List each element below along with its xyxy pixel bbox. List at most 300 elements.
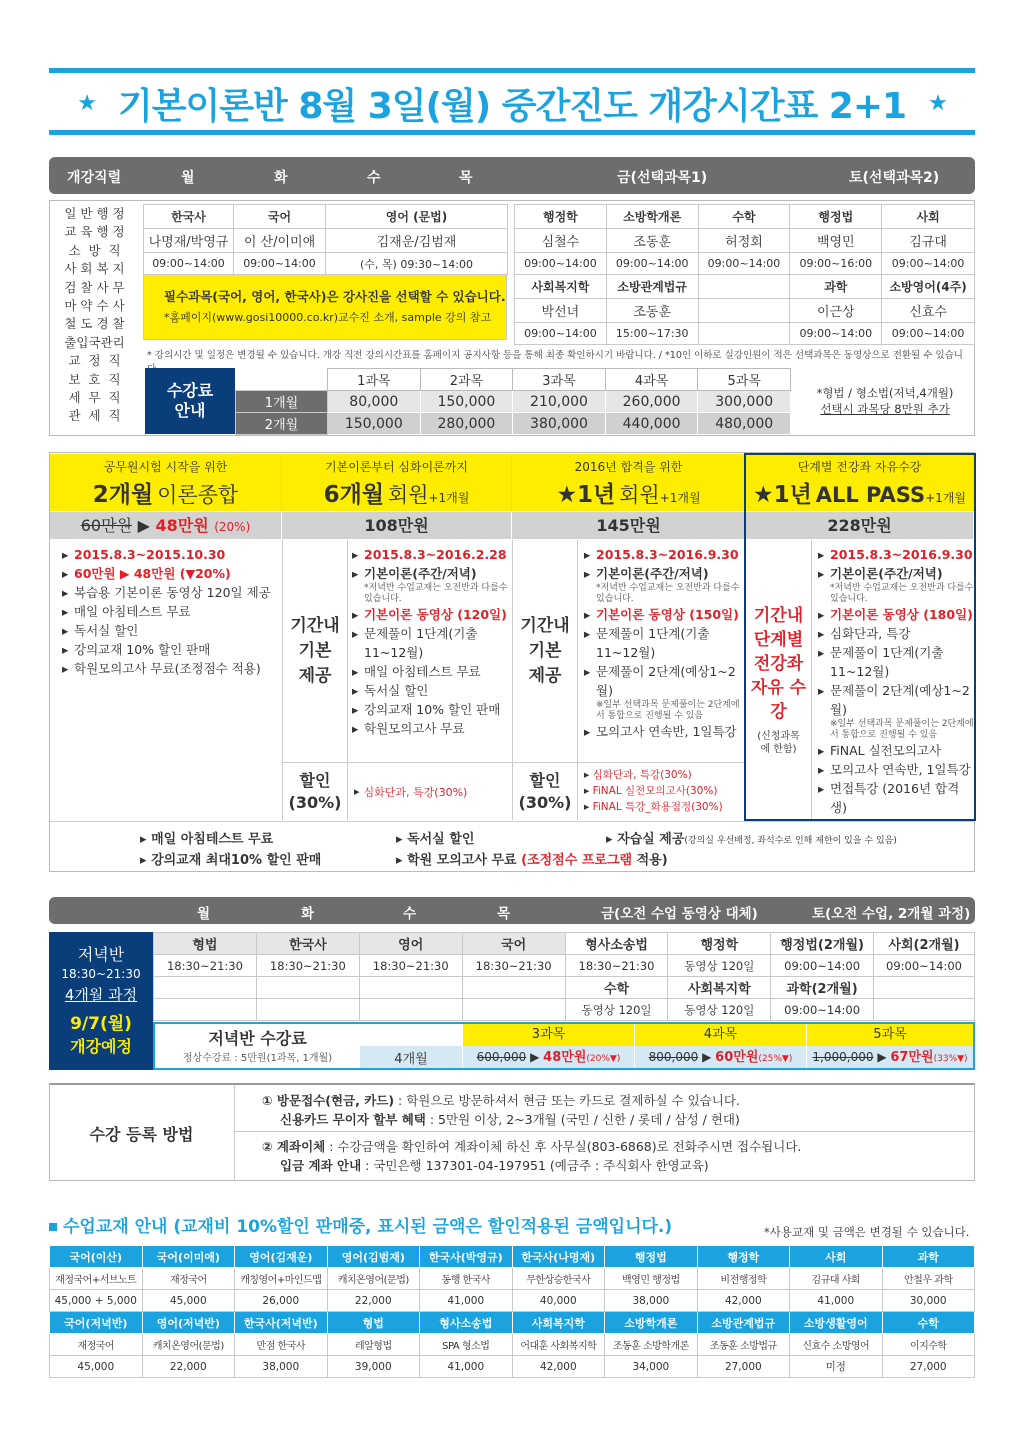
evening-title: 저녁반: [77, 945, 125, 964]
hdr-job: 개강직렬: [67, 170, 122, 186]
job-item: 교 정 직: [68, 353, 121, 369]
book-title: 레알형법: [327, 1334, 419, 1356]
book-price: 38,000: [235, 1356, 328, 1378]
evening-cell: [462, 977, 565, 999]
plan3-discount-label: 할인 (30%): [512, 762, 578, 820]
evening-fee-title: 저녁반 수강료: [208, 1029, 307, 1048]
book-subject: 과학: [882, 1246, 974, 1268]
plan-price: [282, 512, 512, 539]
plan-subtitle: 2016년 합격을 위한: [574, 460, 683, 474]
evening-open-text: 개강예정: [70, 1037, 132, 1056]
book-subject: 국어(이미애): [142, 1246, 234, 1268]
plan-price-value: 145만원: [596, 516, 661, 535]
job-item: 사 회 복 지: [64, 261, 125, 277]
job-item: 관 세 직: [68, 408, 121, 424]
time: 09:00~14:00: [515, 323, 607, 345]
fee-col: 4과목: [605, 369, 698, 391]
plan-item: 복습용 기본이론 동영상 120일 제공: [74, 585, 271, 600]
book-price: 30,000: [882, 1290, 974, 1312]
plan-subtitle: 단계별 전강좌 자유수강: [797, 460, 922, 474]
elective-subject: 수학: [698, 205, 790, 229]
plan-name-rest: 회원: [619, 483, 660, 507]
evening-fee-old: 800,000: [648, 1050, 699, 1064]
fee-note-line2: 선택시 과목당 8만원 추가: [820, 402, 950, 416]
subj-korean-history: 한국사: [144, 205, 234, 229]
book-subject: 수학: [882, 1312, 974, 1334]
teacher: 신효수: [882, 299, 975, 323]
registration-divider: [235, 1131, 975, 1132]
plan-subtitle: 공무원시험 시작을 위한: [103, 460, 228, 474]
book-title: SPA 형소법: [420, 1334, 513, 1356]
benefit-mock-exam-apply: 적용): [636, 853, 668, 868]
benefit-morning-test: 매일 아침테스트 무료: [151, 832, 274, 847]
book-subject: 한국사(나명재): [512, 1246, 605, 1268]
fee-table: [235, 368, 791, 435]
book-title: 캐치온영어(문법): [327, 1268, 419, 1290]
elective-subject: 소방관계법규: [606, 275, 698, 299]
plan1-details: [62, 545, 280, 678]
evening-cell: 행정학: [668, 933, 771, 955]
plan3-discount-item: 심화단과, 특강(30%): [592, 769, 692, 781]
fee-label: 수강료 안내: [145, 368, 235, 434]
book-title: 안철우 과학: [882, 1268, 974, 1290]
subj-korean: 국어: [234, 205, 326, 229]
plan-item: 2015.8.3~2016.9.30: [596, 547, 739, 562]
evening-cell: 18:30~21:30: [462, 955, 565, 977]
book-price: 41,000: [420, 1356, 513, 1378]
plan-name-rest: ALL PASS: [815, 483, 926, 507]
evening-cell: 국어: [462, 933, 565, 955]
book-title: 조동훈 소방학개론: [605, 1334, 698, 1356]
book-price: 38,000: [605, 1290, 698, 1312]
evening-time: 18:30~21:30: [61, 967, 141, 981]
book-subject: 행정학: [697, 1246, 789, 1268]
job-item: 세 무 직: [68, 390, 121, 406]
evening-cell: [874, 999, 975, 1021]
plan-item: 독서실 할인: [364, 683, 429, 698]
plan-item: 기본이론 동영상 (120일): [364, 607, 507, 622]
evening-fee-col: 5과목: [806, 1024, 973, 1046]
evening-cell: [462, 999, 565, 1021]
schedule-notice: * 강의시간 및 일정은 변경될 수 있습니다. 개강 직전 강의시간표를 홈페이지 공지사항 등을 통해 최종 확인하시기 바랍니다. / *10인 이하로 실강인원이 적은 선택과목은 동영상으로 전환될 수 있습니: [147, 350, 963, 361]
teacher: 심철수: [515, 229, 607, 253]
plan-item: 매일 아침테스트 무료: [364, 664, 481, 679]
elective-subject: 행정학: [515, 205, 607, 229]
evening-table: [153, 932, 975, 1021]
plan-name: ★1년: [556, 482, 616, 508]
evening-fee-blank: [360, 1024, 462, 1046]
elective-subject: 소방영어(4주): [882, 275, 975, 299]
fee-note: [796, 385, 974, 417]
hdr-tue: 화: [274, 170, 288, 186]
plan-item: 강의교재 10% 할인 판매: [74, 642, 211, 657]
job-item: 철 도 경 찰: [64, 316, 125, 332]
fee-period: 1개월: [236, 391, 328, 413]
evening-fee-value: [462, 1046, 634, 1068]
time: 09:00~14:00: [515, 253, 607, 275]
plan4-side-note: (신청과목 에 한함): [757, 731, 800, 755]
plan-extra: +1개월: [925, 491, 966, 505]
registration-transfer: [262, 1137, 801, 1175]
time: 09:00~14:00: [606, 253, 698, 275]
book-price: 22,000: [142, 1356, 234, 1378]
hdr-fri: 금(오전 수업 동영상 대체): [601, 906, 758, 922]
plan4-frame: [744, 453, 976, 821]
job-list: [52, 205, 137, 426]
evening-cell: [154, 977, 257, 999]
evening-fee-title-box: [155, 1024, 360, 1068]
evening-open-date: 9/7(월): [70, 1014, 132, 1034]
evening-cell: 영어: [359, 933, 462, 955]
book-price: 45,000 + 5,000: [50, 1290, 143, 1312]
book-price: 41,000: [790, 1290, 882, 1312]
registration-visit: [262, 1091, 740, 1129]
teacher: 김규대: [882, 229, 975, 253]
plan-item: 문제풀이 1단계(기출11~12월): [830, 645, 944, 679]
plan2-discount: ▸ 심화단과, 특강(30%): [348, 762, 512, 820]
evening-cell: 형사소송법: [565, 933, 668, 955]
evening-header: [49, 897, 975, 924]
fee-value: 380,000: [513, 413, 606, 435]
book-title: 캐칭영어+마인드맵: [235, 1268, 328, 1290]
evening-cell: 사회(2개월): [874, 933, 975, 955]
plan3-side: 기간내 기본 제공: [512, 540, 578, 762]
plan-item: 2015.8.3~2016.2.28: [364, 547, 507, 562]
book-title: 동행 한국사: [420, 1268, 513, 1290]
book-title: 만점 한국사: [235, 1334, 328, 1356]
plan-name: ★1년: [753, 482, 812, 508]
title-rule-top: [49, 68, 975, 73]
hdr-wed: 수: [403, 906, 417, 922]
time: 15:00~17:30: [606, 323, 698, 345]
evening-fee-col: 4과목: [634, 1024, 806, 1046]
plan-item: 강의교재 10% 할인 판매: [364, 702, 501, 717]
hdr-wed: 수: [367, 170, 381, 186]
registration-title: 수강 등록 방법: [49, 1085, 235, 1181]
benefits: ▸ 매일 아침테스트 무료 ▸ 독서실 할인 ▸ 자습실 제공(강의실 우선배정, 좌석수로 인해 제한이 있을 수 있음) ▸ 강의교재 최대10% 할인 판매 ▸ 학원 모의고사 무료 (조정점수 프로그램 적용): [50, 821, 974, 871]
hdr-sat: 토(선택과목2): [849, 170, 940, 186]
plan-item: 문제풀이 2단계(예상1~2월): [830, 683, 970, 717]
book-subject: 한국사(저녁반): [235, 1312, 328, 1334]
plan-item: 독서실 할인: [74, 623, 139, 638]
book-subject: 사회복지학: [512, 1312, 605, 1334]
benefit-mock-exam-program: (조정점수 프로그램: [521, 853, 633, 868]
plan-item: 기본이론(주간/저녁): [364, 566, 477, 581]
book-subject: 형사소송법: [420, 1312, 513, 1334]
title-text: 기본이론반 8월 3일(월) 중간진도 개강시간표 2+1: [117, 85, 907, 127]
book-price: 미정: [790, 1356, 882, 1378]
elective-subject: [698, 275, 790, 299]
fee-value: 210,000: [513, 391, 606, 413]
evening-cell: 형법: [154, 933, 257, 955]
book-title: 백영민 행정법: [605, 1268, 698, 1290]
hdr-mon: 월: [197, 906, 211, 922]
reg-account-text: : 국민은행 137301-04-197951 (예금주 : 주식회사 한영교육): [361, 1158, 709, 1173]
book-title: 이지수학: [882, 1334, 974, 1356]
books-table: [49, 1245, 975, 1378]
hdr-tue: 화: [301, 906, 315, 922]
evening-cell: [154, 999, 257, 1021]
teacher: 김재운/김범재: [326, 229, 508, 253]
book-title: 재정국어: [50, 1334, 143, 1356]
plan-name: 6개월: [323, 482, 385, 508]
benefit-study-room-note: (강의실 우선배정, 좌석수로 인해 제한이 있을 수 있음): [684, 836, 897, 846]
evening-fee-col: 3과목: [462, 1024, 634, 1046]
plan-subtitle: 기본이론부터 심화이론까지: [325, 460, 468, 474]
evening-cell: 18:30~21:30: [359, 955, 462, 977]
plan-name-rest: 이론종합: [157, 483, 239, 507]
book-title: 재정국어+서브노트: [50, 1268, 143, 1290]
book-price: 45,000: [142, 1290, 234, 1312]
job-item: 일 반 행 정: [64, 206, 125, 221]
job-item: 마 약 수 사: [64, 298, 125, 314]
evening-fee-discount: (25%▼): [758, 1054, 793, 1064]
evening-cell: 09:00~14:00: [771, 955, 874, 977]
job-item: 검 찰 사 무: [64, 279, 125, 295]
book-subject: 영어(김재운): [235, 1246, 328, 1268]
plan-item: 면접특강 (2016년 합격생): [830, 781, 960, 815]
plan-price-discount: (20%): [214, 520, 251, 534]
reg-card-text: : 5만원 이상, 2~3개월 (국민 / 신한 / 롯데 / 삼성 / 현대): [425, 1112, 740, 1127]
plan-item: 매일 아침테스트 무료: [74, 604, 191, 619]
books-title-text: 수업교재 안내 (교재비 10%할인 판매중, 표시된 금액은 할인적용된 금액입니다.): [63, 1217, 673, 1237]
book-subject: 소방학개론: [605, 1312, 698, 1334]
subj-english: 영어 (문법): [326, 205, 508, 229]
book-price: 42,000: [512, 1356, 605, 1378]
teacher: 조동훈: [606, 299, 698, 323]
star-icon: ★: [77, 90, 96, 116]
book-price: 41,000: [420, 1290, 513, 1312]
book-title: 캐치온영어(문법): [142, 1334, 234, 1356]
fee-value: 280,000: [420, 413, 513, 435]
fee-note-line1: *형법 / 형소법(저녁,4개월): [816, 386, 954, 400]
time: 09:00~14:00: [698, 253, 790, 275]
book-title: 신효수 소방영어: [790, 1334, 882, 1356]
evening-fee-old: 600,000: [476, 1050, 527, 1064]
time: 09:00~14:00: [790, 323, 882, 345]
evening-cell: [359, 977, 462, 999]
fee-value: 300,000: [698, 391, 791, 413]
teacher: [698, 299, 790, 323]
plan-price-value: 108만원: [364, 516, 429, 535]
evening-cell: 18:30~21:30: [565, 955, 668, 977]
time: [698, 323, 790, 345]
plan2-side: 기간내 기본 제공: [282, 540, 348, 762]
plan3-discount-item: FiNAL 특강_화용점정(30%): [592, 801, 723, 813]
hdr-fri: 금(선택과목1): [617, 170, 708, 186]
plan-price-old: 60만원: [80, 516, 132, 535]
time: 09:00~14:00: [144, 253, 234, 275]
teacher: 이 산/이미애: [234, 229, 326, 253]
evening-fee-discount: (33%▼): [933, 1054, 968, 1064]
fee-col: 2과목: [420, 369, 513, 391]
plan-item: 모의고사 연속반, 1일특강: [596, 724, 737, 739]
star-icon: ★: [928, 90, 947, 116]
plan-extra: +1개월: [659, 491, 701, 505]
hdr-mon: 월: [181, 170, 195, 186]
evening-cell: 동영상 120일: [668, 999, 771, 1021]
plan-item: 학원모의고사 무료(조정점수 적용): [74, 661, 261, 676]
plan-item: 2015.8.3~2016.9.30: [830, 547, 973, 562]
arrow-right-icon: ▶: [530, 1050, 540, 1064]
fee-col: 5과목: [698, 369, 791, 391]
plan-item: 2015.8.3~2015.10.30: [74, 547, 226, 562]
book-subject: 소방관계법규: [697, 1312, 789, 1334]
plan2-discount-text: 심화단과, 특강(30%): [363, 785, 468, 799]
book-price: 40,000: [512, 1290, 605, 1312]
book-price: 42,000: [697, 1290, 789, 1312]
evening-fee-discount: (20%▼): [586, 1054, 621, 1064]
plan3-discount: ▸ 심화단과, 특강(30%) ▸ FiNAL 실전모의고사(30%) ▸ FiNAL 특강_화용점정(30%): [578, 762, 744, 820]
books-note: *사용교재 및 금액은 변경될 수 있습니다.: [764, 1225, 970, 1239]
plan-small-note: *저녁반 수업교재는 오전반과 다를수 있습니다.: [596, 583, 740, 604]
fee-col: 3과목: [513, 369, 606, 391]
book-price: 26,000: [235, 1290, 328, 1312]
book-title: 조동훈 소방법규: [697, 1334, 789, 1356]
evening-cell: [256, 999, 359, 1021]
hdr-thu: 목: [459, 170, 473, 186]
fee-value: 150,000: [328, 413, 421, 435]
time: 09:00~14:00: [882, 253, 975, 275]
plan-item: 문제풀이 1단계(기출11~12월): [596, 626, 710, 660]
evening-label: [49, 932, 153, 1070]
evening-cell: 09:00~14:00: [771, 999, 874, 1021]
job-item: 교 육 행 정: [64, 224, 125, 240]
plan2-discount-label: 할인 (30%): [282, 762, 348, 820]
hdr-thu: 목: [497, 906, 511, 922]
page-title: [49, 76, 975, 130]
hdr-sat: 토(오전 수업, 2개월 과정): [812, 906, 971, 922]
elective-subjects: [514, 204, 975, 345]
evening-cell: 사회복지학: [668, 977, 771, 999]
plan-item: FiNAL 실전모의고사: [830, 743, 942, 758]
elective-subject: 사회: [882, 205, 975, 229]
plan-item: 문제풀이 2단계(예상1~2월): [596, 664, 736, 698]
teacher: 박선녀: [515, 299, 607, 323]
job-item: 보 호 직: [68, 371, 121, 387]
book-subject: 소방생활영어: [790, 1312, 882, 1334]
plan-name: 2개월: [92, 482, 154, 508]
evening-fee-subtitle: 정상수강료 : 5만원(1과목, 1개월): [182, 1053, 333, 1064]
book-subject: 영어(저녁반): [142, 1312, 234, 1334]
time: 09:00~16:00: [790, 253, 882, 275]
evening-cell: 동영상 120일: [565, 999, 668, 1021]
required-note: [143, 274, 507, 340]
time: (수, 목) 09:30~14:00: [326, 253, 508, 275]
square-bullet-icon: [49, 1223, 57, 1231]
plan-item: 문제풀이 1단계(기출11~12월): [364, 626, 478, 660]
elective-subject: 과학: [790, 275, 882, 299]
book-price: 27,000: [882, 1356, 974, 1378]
book-subject: 영어(김범재): [327, 1246, 419, 1268]
plan-item: 심화단과, 특강: [830, 626, 911, 641]
benefit-textbook: 강의교재 최대10% 할인 판매: [151, 853, 322, 868]
reg-transfer-label: ② 계좌이체: [262, 1139, 326, 1154]
teacher: 백영민: [790, 229, 882, 253]
book-price: 45,000: [50, 1356, 143, 1378]
plan3-discount-item: FiNAL 실전모의고사(30%): [592, 785, 718, 797]
elective-subject: 행정법: [790, 205, 882, 229]
book-price: 27,000: [697, 1356, 789, 1378]
evening-fee-value: [806, 1046, 973, 1068]
time: 09:00~14:00: [234, 253, 326, 275]
evening-fee-value: [634, 1046, 806, 1068]
evening-cell: 행정법(2개월): [771, 933, 874, 955]
book-price: 39,000: [327, 1356, 419, 1378]
teacher: 나명재/박영규: [144, 229, 234, 253]
plan-extra: +1개월: [428, 491, 470, 505]
evening-fee-old: 1,000,000: [812, 1050, 874, 1064]
plan-header: [512, 454, 746, 511]
book-title: 어대훈 사회복지학: [512, 1334, 605, 1356]
reg-account-label: 입금 계좌 안내: [280, 1158, 362, 1173]
fee-value: 150,000: [420, 391, 513, 413]
arrow-right-icon: ▶: [137, 516, 150, 535]
evening-cell: 09:00~14:00: [874, 955, 975, 977]
plan-price: [50, 512, 282, 539]
book-subject: 행정법: [605, 1246, 698, 1268]
required-subjects: [143, 204, 508, 275]
evening-cell: 18:30~21:30: [154, 955, 257, 977]
evening-cell: [256, 977, 359, 999]
title-rule-bottom: [49, 130, 975, 135]
fee-value: 260,000: [605, 391, 698, 413]
plan-header: [50, 454, 282, 511]
evening-course: 4개월 과정: [64, 986, 138, 1004]
plan-price-new: 48만원: [155, 516, 209, 535]
book-subject: 국어(이산): [50, 1246, 143, 1268]
elective-subject: 사회복지학: [515, 275, 607, 299]
plan-item: 60만원 ▶ 48만원 (▼20%): [74, 566, 231, 581]
plan-item: 기본이론(주간/저녁): [830, 566, 943, 581]
arrow-right-icon: ▶: [702, 1050, 712, 1064]
evening-cell: 동영상 120일: [668, 955, 771, 977]
plan3-details: [584, 545, 742, 741]
teacher: 조동훈: [606, 229, 698, 253]
plan4-side-text: 기간내 단계별 전강좌 자유 수강: [750, 606, 807, 722]
reg-card-label: 신용카드 무이자 할부 혜택: [280, 1112, 426, 1127]
teacher: 허정회: [698, 229, 790, 253]
book-price: 34,000: [605, 1356, 698, 1378]
book-title: 김규대 사회: [790, 1268, 882, 1290]
evening-cell: 한국사: [256, 933, 359, 955]
fee-value: 440,000: [605, 413, 698, 435]
book-title: 비전행정학: [697, 1268, 789, 1290]
benefit-mock-exam: 학원 모의고사 무료: [407, 853, 517, 868]
book-title: 무한상승한국사: [512, 1268, 605, 1290]
book-title: 재정국어: [142, 1268, 234, 1290]
job-item: 출입국관리: [64, 334, 125, 350]
book-subject: 한국사(박영규): [420, 1246, 513, 1268]
evening-cell: 과학(2개월): [771, 977, 874, 999]
plan-item: 기본이론 동영상 (150일): [596, 607, 739, 622]
evening-fee-new: 67만원: [890, 1050, 934, 1065]
evening-cell: [359, 999, 462, 1021]
plan-header: [282, 454, 512, 511]
fee-col: 1과목: [328, 369, 421, 391]
job-item: 소 방 직: [68, 242, 121, 258]
teacher: 이근상: [790, 299, 882, 323]
plan-item: 학원모의고사 무료: [364, 721, 465, 736]
books-title: [49, 1212, 672, 1237]
reg-transfer-text: : 수강금액을 확인하여 계좌이체 하신 후 사무실(803-6868)로 전화주시면 접수됩니다.: [325, 1139, 802, 1154]
book-price: 22,000: [327, 1290, 419, 1312]
plan-small-note: ※일부 선택과목 문제풀이는 2단계에서 통합으로 진행될 수 있음: [830, 719, 974, 740]
evening-fee-period: 4개월: [360, 1046, 462, 1068]
book-subject: 사회: [790, 1246, 882, 1268]
evening-fee-new: 48만원: [543, 1050, 587, 1065]
plan-small-note: ※일부 선택과목 문제풀이는 2단계에서 통합으로 진행될 수 있음: [596, 700, 740, 721]
